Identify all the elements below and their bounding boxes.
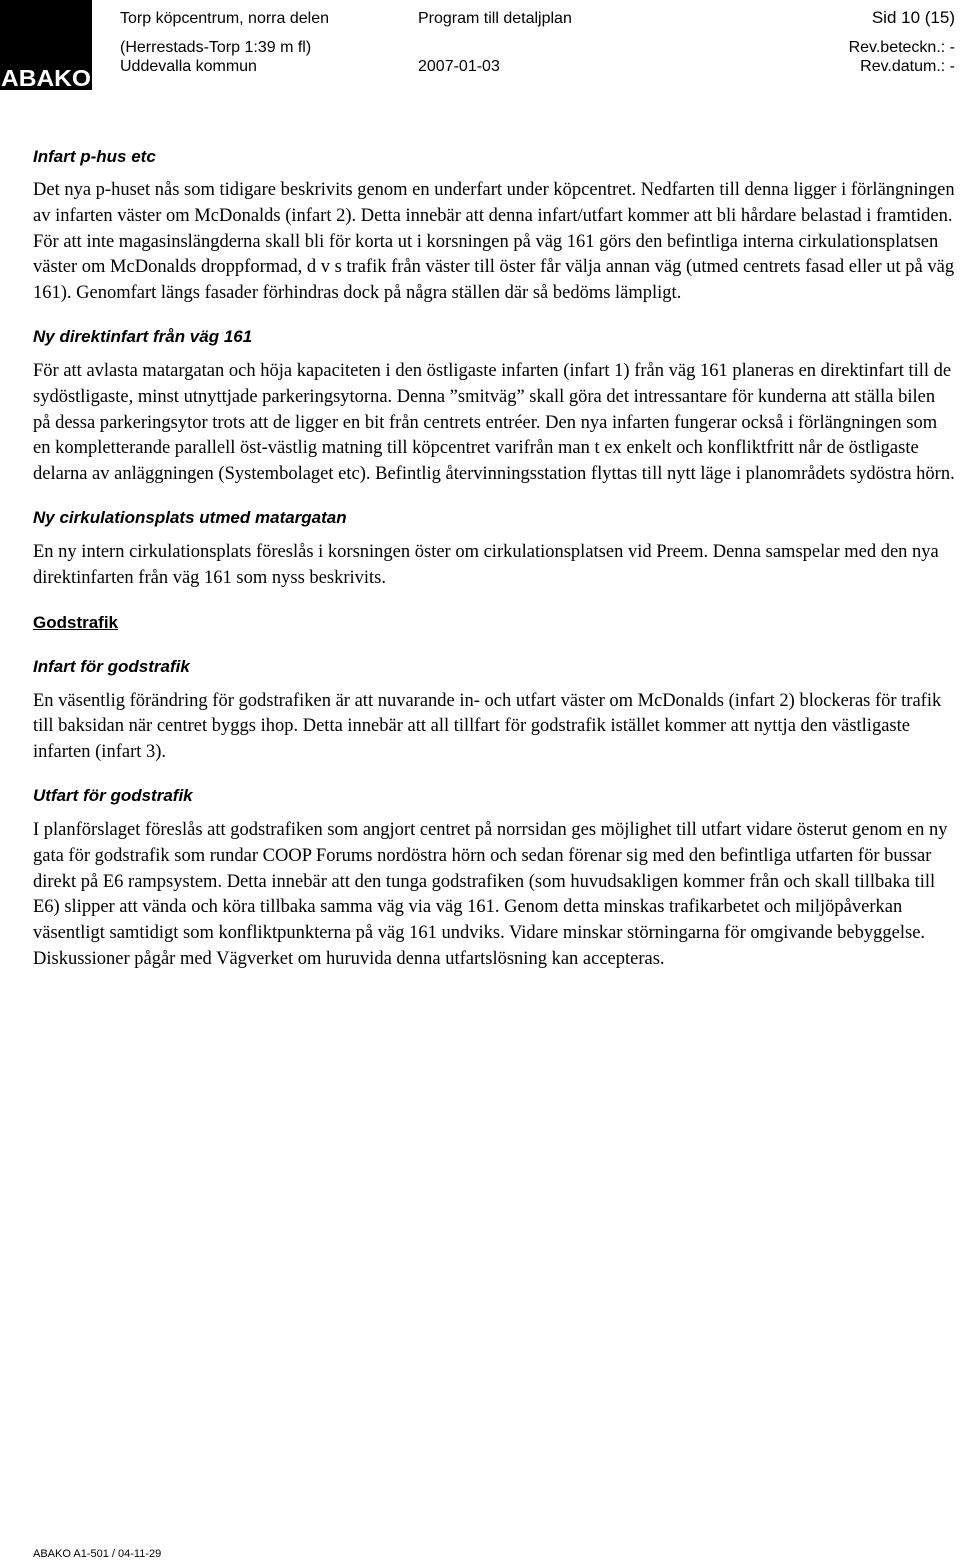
- header-municipality: Uddevalla kommun: [120, 58, 257, 75]
- logo-text: ABAKO: [1, 65, 91, 90]
- document-body: [33, 146, 955, 973]
- section-heading-godstrafik: Godstrafik: [33, 612, 119, 632]
- header-rev-beteckn: Rev.beteckn.: -: [848, 39, 955, 56]
- section-heading-infart-godstrafik: Infart för godstrafik: [33, 656, 190, 676]
- section-paragraph-cirkulationsplats: En ny intern cirkulationsplats föreslås i korsningen öster om cirkulationsplatsen vid Preem. Denna samspelar med den nya direktinfarten från väg 161 som nyss beskrivits.: [33, 541, 939, 588]
- footer-doc-code: ABAKO A1-501 / 04-11-29: [33, 1548, 162, 1560]
- header-scale: (Herrestads-Torp 1:39 m fl): [120, 39, 312, 56]
- header-date: 2007-01-03: [418, 58, 500, 75]
- header-project: Torp köpcentrum, norra delen: [120, 10, 329, 27]
- section-heading-utfart-godstrafik: Utfart för godstrafik: [33, 785, 193, 805]
- section-heading-infart-p-hus: Infart p-hus etc: [33, 147, 156, 166]
- abako-logo: [0, 0, 92, 90]
- section-paragraph-utfart-godstrafik: I planförslaget föreslås att godstrafiken som angjort centret på norrsidan ges möjlighet till utfart vidare österut genom en ny gata för godstrafik som rundar COOP Forums nordöstra hörn och sedan förenar sig med den befintliga utfarten för bussar direkt på E6 rampsystem. Detta innebär att den tunga godstrafiken (som huvudsakligen kommer från och skall tillbaka till E6) slipper att vända och köra tillbaka samma väg via väg 161. Genom detta minskas trafikarbetet och miljöpåverkan väsentligt samtidigt som konfliktpunkterna på väg 161 undviks. Vidare minskar störningarna för omgivande bebyggelse. Diskussioner pågår med Vägverket om huruvida denna utfartslösning kan accepteras.: [33, 819, 948, 969]
- header-page-number: Sid 10 (15): [871, 8, 955, 27]
- section-paragraph-infart-p-hus: Det nya p-huset nås som tidigare beskrivits genom en underfart under köpcentret. Nedfarten till denna ligger i förlängningen av infarten väster om McDonalds (infart 2). Detta innebär att denna infart/utfart kommer att bli hårdare belastad i framtiden. För att inte magasinslängderna skall bli för korta ut i korsningen på väg 161 görs den befintliga interna cirkulationsplatsen väster om McDonalds droppformad, d v s trafik från väster till öster får välja annan väg (utmed centrets fasad eller ut på väg 161). Genomfart längs fasader förhindras dock på några ställen där så bedöms lämpligt.: [33, 180, 955, 304]
- section-paragraph-infart-godstrafik: En väsentlig förändring för godstrafiken är att nuvarande in- och utfart väster om McDonalds (infart 2) blockeras för trafik till baksidan när centret byggs ihop. Detta innebär att all tillfart för godstrafik istället kommer att nyttja den västligaste infarten (infart 3).: [33, 690, 942, 763]
- section-paragraph-direktinfart: För att avlasta matargatan och höja kapaciteten i den östligaste infarten (infart 1) från väg 161 planeras en direktinfart till de sydöstligaste, minst utnyttjade parkeringsytorna. Denna ”smitväg” skall göra det intressantare för kunderna att ställa bilen på dessa parkeringsytor trots att de ligger en bit från centrets entréer. Den nya infarten fungerar också i förlängningen som en kompletterande parallell öst-västlig matning till köpcentret varifrån man t ex enkelt och konfliktfritt når de östligaste delarna av anläggningen (Systembolaget etc). Befintlig återvinningsstation flyttas till nytt läge i planområdets sydöstra hörn.: [33, 360, 955, 485]
- section-heading-direktinfart: Ny direktinfart från väg 161: [33, 326, 253, 346]
- header-doc-type: Program till detaljplan: [418, 10, 572, 27]
- header-rev-datum: Rev.datum.: -: [860, 58, 955, 75]
- section-heading-cirkulationsplats: Ny cirkulationsplats utmed matargatan: [33, 507, 347, 527]
